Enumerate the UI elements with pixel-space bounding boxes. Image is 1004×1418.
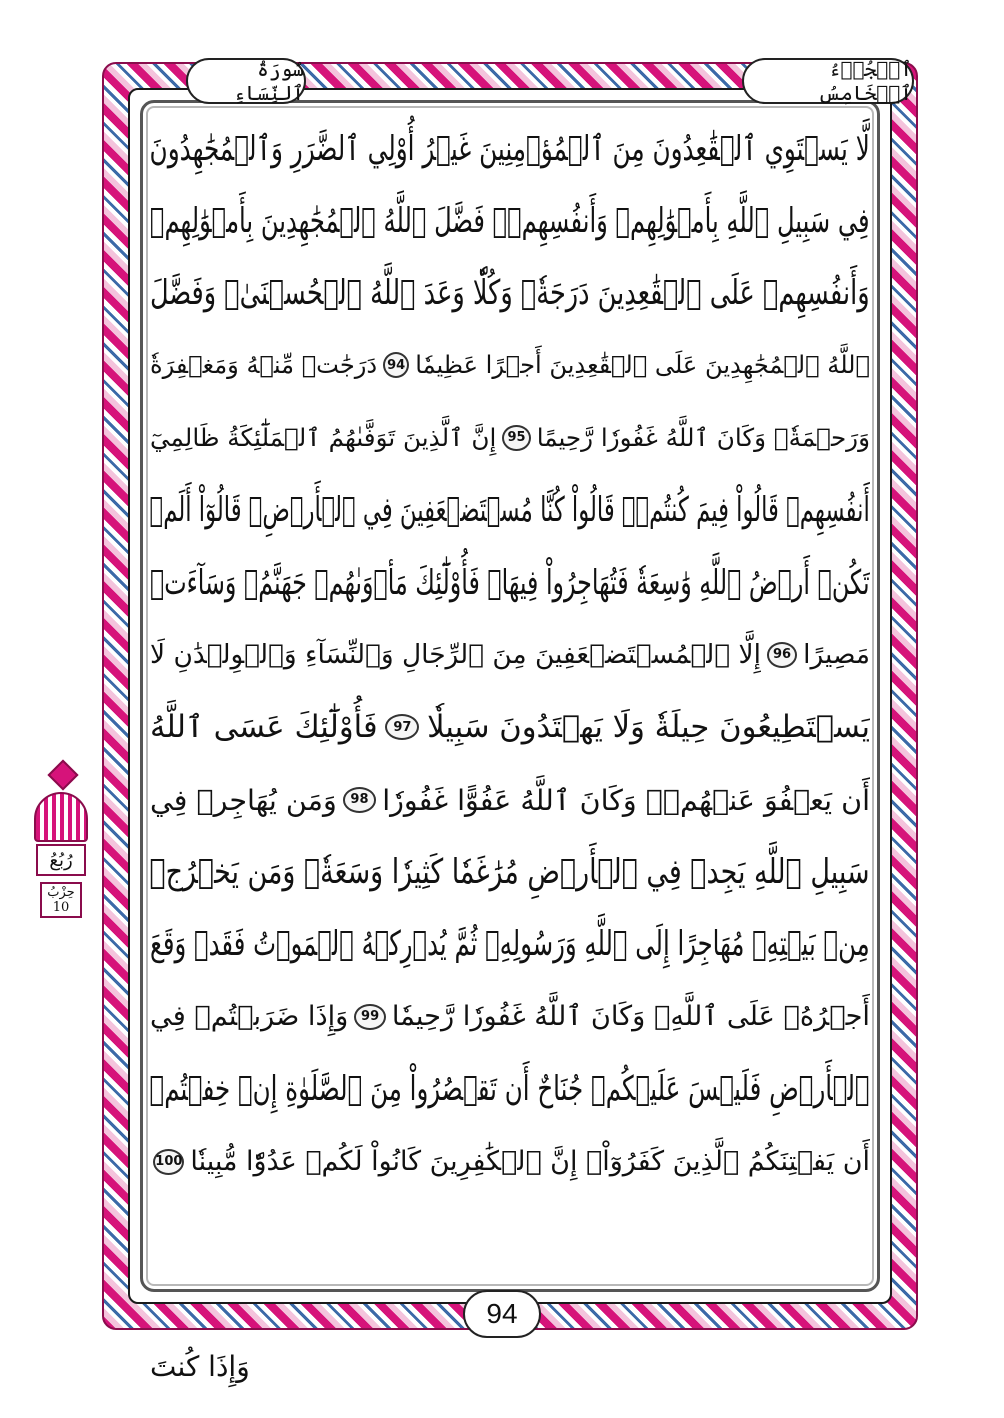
line-text: يَسۡتَطِيعُونَ حِيلَةٗ وَلَا يَهۡتَدُونَ سَبِيلٗا	[427, 709, 870, 745]
verse-line-3	[150, 257, 870, 329]
diamond-ornament-icon	[47, 759, 78, 790]
line-text: مَصِيرًا	[803, 639, 870, 671]
ayah-marker: 100	[153, 1149, 184, 1175]
line-text: وَرَحۡمَةٗۚ وَكَانَ ٱللَّهُ غَفُورٗا رَّحِيمًا	[536, 423, 870, 453]
page-number: 94	[463, 1290, 541, 1338]
verse-line-6	[150, 474, 870, 546]
ayah-marker: 97	[385, 714, 419, 740]
quarter-label: رُبُعُ	[36, 844, 86, 876]
hizb-number: 10	[52, 900, 70, 915]
verse-line-9	[150, 691, 870, 763]
line-text: أَن يَعۡفُوَ عَنۡهُمۡۚ وَكَانَ ٱللَّهُ عَفُوًّا غَفُورٗا	[382, 782, 870, 817]
ayah-marker: 96	[767, 642, 797, 668]
line-text: إِنَّ ٱلَّذِينَ تَوَفَّىٰهُمُ ٱلۡمَلَٰٓئِكَةُ ظَالِمِيٓ	[150, 423, 497, 453]
line-text: سَبِيلِ ٱللَّهِ يَجِدۡ فِي ٱلۡأَرۡضِ مُرَٰغَمٗا كَثِيرٗا وَسَعَةٗۚ وَمَن يَخۡرُجۡ	[150, 852, 870, 893]
line-text: وَمَن يُهَاجِرۡ فِي	[150, 782, 337, 817]
verse-line-12	[150, 908, 870, 980]
line-text: وَإِذَا ضَرَبۡتُمۡ فِي	[150, 1001, 349, 1033]
surah-title: سُورَةُ ٱلنِّسَاءِ	[186, 58, 306, 104]
verse-line-7	[150, 546, 870, 618]
verse-line-8	[150, 619, 870, 691]
line-text: وَأَنفُسِهِمۡ عَلَى ٱلۡقَٰعِدِينَ دَرَجَةٗۚ وَكُلّٗا وَعَدَ ٱللَّهُ ٱلۡحُسۡنَىٰۚ وَفَضَّلَ	[150, 272, 870, 313]
line-text: فِي سَبِيلِ ٱللَّهِ بِأَمۡوَٰلِهِمۡ وَأَنفُسِهِمۡۚ فَضَّلَ ٱللَّهُ ٱلۡمُجَٰهِدِينَ بِأَمۡوَٰلِهِمۡ	[150, 200, 870, 241]
verse-line-10	[150, 764, 870, 836]
dome-ornament-icon	[34, 792, 88, 842]
line-text: دَرَجَٰتٖ مِّنۡهُ وَمَغۡفِرَةٗ	[150, 351, 378, 380]
line-text: أَنفُسِهِمۡ قَالُواْ فِيمَ كُنتُمۡۖ قَالُواْ كُنَّا مُسۡتَضۡعَفِينَ فِي ٱلۡأَرۡضِۚ قَالُوٓاْ أَلَمۡ	[150, 490, 870, 531]
ayah-marker: 94	[383, 352, 409, 378]
line-text: مِنۢ بَيۡتِهِۦ مُهَاجِرًا إِلَى ٱللَّهِ وَرَسُولِهِۦ ثُمَّ يُدۡرِكۡهُ ٱلۡمَوۡتُ فَقَدۡ وَقَعَ	[150, 924, 870, 965]
line-text: ٱلۡأَرۡضِ فَلَيۡسَ عَلَيۡكُمۡ جُنَاحٌ أَن تَقۡصُرُواْ مِنَ ٱلصَّلَوٰةِ إِنۡ خِفۡتُمۡ	[150, 1069, 870, 1110]
verse-lines	[150, 112, 870, 1198]
verse-line-4	[150, 329, 870, 401]
ayah-marker: 98	[343, 787, 376, 813]
line-text: ٱللَّهُ ٱلۡمُجَٰهِدِينَ عَلَى ٱلۡقَٰعِدِينَ أَجۡرًا عَظِيمٗا	[415, 351, 870, 380]
catchword: وَإِذَا كُنتَ	[150, 1350, 250, 1383]
verse-line-15	[150, 1125, 870, 1197]
line-text: لَّا يَسۡتَوِي ٱلۡقَٰعِدُونَ مِنَ ٱلۡمُؤۡمِنِينَ غَيۡرُ أُوْلِي ٱلضَّرَرِ وَٱلۡمُجَٰهِدُونَ	[150, 128, 870, 169]
verse-line-11	[150, 836, 870, 908]
verse-line-14	[150, 1053, 870, 1125]
verse-line-2	[150, 184, 870, 256]
line-text: إِلَّا ٱلۡمُسۡتَضۡعَفِينَ مِنَ ٱلرِّجَالِ وَٱلنِّسَآءِ وَٱلۡوِلۡدَٰنِ لَا	[150, 639, 761, 671]
line-text: تَكُنۡ أَرۡضُ ٱللَّهِ وَٰسِعَةٗ فَتُهَاجِرُواْ فِيهَاۚ فَأُوْلَٰٓئِكَ مَأۡوَىٰهُمۡ جَهَنَّمُۖ وَسَآءَتۡ	[150, 562, 870, 603]
line-text: فَأُوْلَٰٓئِكَ عَسَى ٱللَّهُ	[150, 709, 378, 745]
hizb-label: حِزْبُ	[47, 885, 75, 900]
ayah-marker: 99	[354, 1004, 386, 1030]
rub-hizb-marker	[30, 764, 92, 920]
line-text: أَن يَفۡتِنَكُمُ ٱلَّذِينَ كَفَرُوٓاْۚ إِنَّ ٱلۡكَٰفِرِينَ كَانُواْ لَكُمۡ عَدُوّٗا مُّبِينٗا	[190, 1146, 870, 1178]
line-text: أَجۡرُهُۥ عَلَى ٱللَّهِۗ وَكَانَ ٱللَّهُ غَفُورٗا رَّحِيمٗا	[391, 1001, 870, 1033]
verse-line-5	[150, 402, 870, 474]
verse-line-1	[150, 112, 870, 184]
juz-title: ٱلۡجُزۡءُ ٱلۡخَامِسُ	[742, 58, 914, 104]
ayah-marker: 95	[502, 425, 530, 451]
hizb-box	[40, 882, 82, 918]
verse-line-13	[150, 981, 870, 1053]
